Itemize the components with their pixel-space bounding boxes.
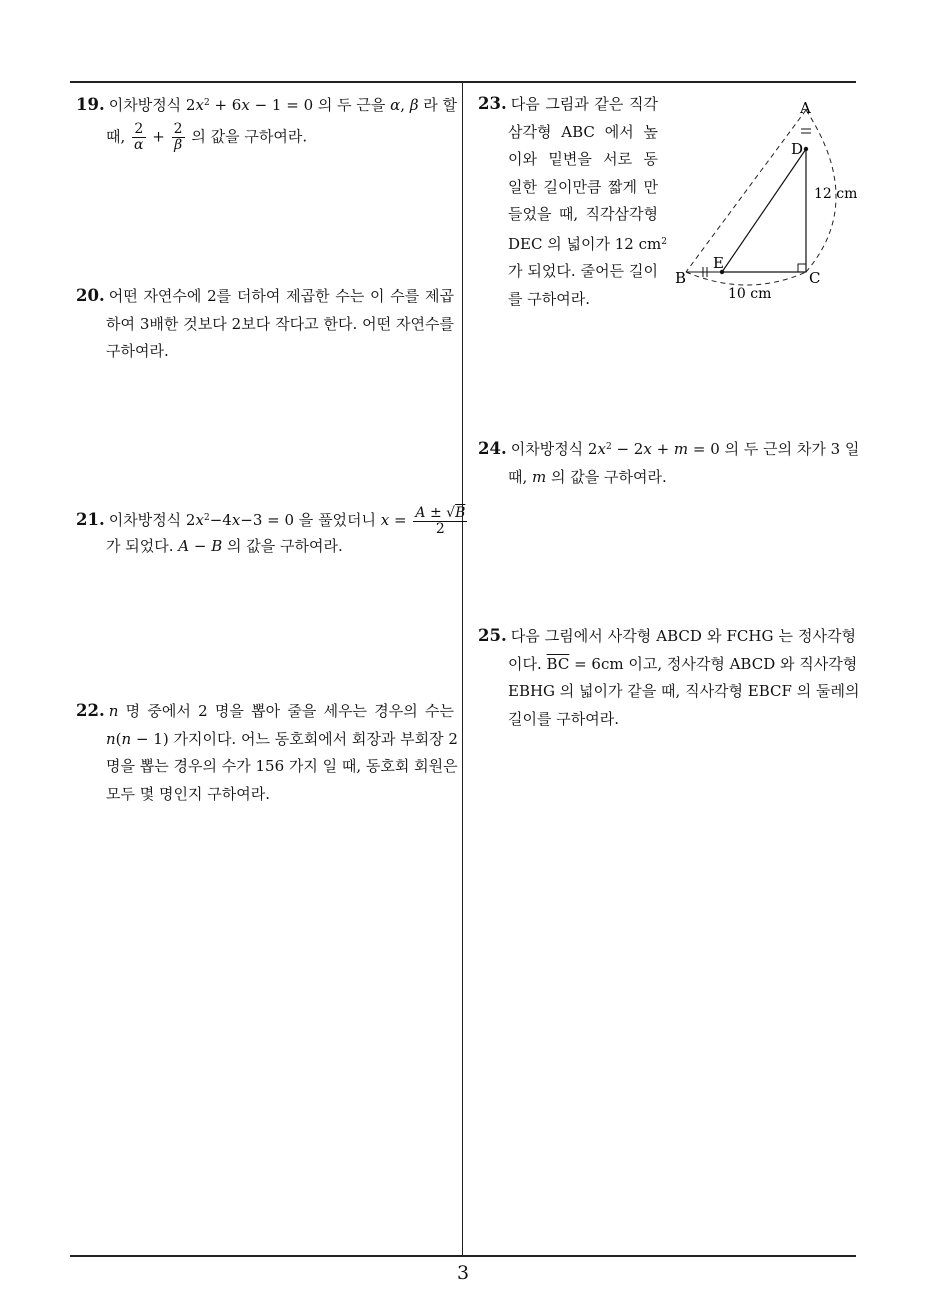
- problem-23-line-3: 이와 밑변을 서로 동: [508, 150, 658, 168]
- problem-21-line-2: 가 되었다. A − B 의 값을 구하여라.: [106, 536, 343, 555]
- problem-number: 19.: [76, 95, 105, 114]
- problem-21-line-1: 21. 이차방정식 $2x^2-4x-3 = 0$ 을 풀었더니 x = $\frac{A \pm √B}{2}$: [76, 504, 466, 537]
- triangle-figure: [668, 92, 860, 306]
- page-number: 3: [456, 1262, 470, 1284]
- label-E: E: [713, 254, 724, 272]
- problem-23-line-4: 일한 길이만큼 짧게 만: [508, 177, 658, 196]
- label-D: D: [791, 140, 804, 158]
- top-rule: [70, 81, 856, 83]
- column-divider: [462, 83, 463, 1256]
- problem-23: [478, 90, 667, 313]
- problem-23-line-6: DEC 의 넓이가 12 $cm^2$: [508, 234, 667, 253]
- problem-23-line-5: 들었을 때, 직각삼각형: [508, 205, 658, 223]
- problem-20: [76, 282, 454, 366]
- problem-25-line-4: 길이를 구하여라.: [508, 709, 619, 728]
- bottom-rule: [70, 1255, 856, 1257]
- problem-23-line-2: 삼각형 ABC 에서 높: [508, 122, 658, 141]
- problem-20-line-3: 구하여라.: [106, 342, 169, 360]
- problem-25: [478, 622, 860, 733]
- problem-23-line-7: 가 되었다. 줄어든 길이: [508, 262, 658, 280]
- problem-24-line-2: 때, m 의 값을 구하여라.: [508, 467, 667, 486]
- dashed-side-AB: [686, 110, 806, 272]
- side-ED: [722, 149, 806, 272]
- problem-20-line-1: 20. 어떤 자연수에 2를 더하여 제곱한 수는 이 수를 제곱: [76, 286, 454, 305]
- label-B: B: [675, 269, 687, 287]
- problem-19-line-1: 19. 이차방정식 $2x^2 + 6x - 1 = 0$ 의 두 근을 α, β 라 할: [76, 95, 458, 114]
- problem-20-line-2: 하여 3배한 것보다 2보다 작다고 한다. 어떤 자연수를: [106, 314, 454, 333]
- problem-24: [478, 434, 860, 491]
- fraction-2-over-beta: $\frac{2}{\beta}$: [173, 120, 183, 153]
- problem-22-line-3: 명을 뽑는 경우의 수가 156 가지 일 때, 동호회 회원은: [106, 757, 458, 775]
- problem-25-line-3: EBHG 의 넓이가 같을 때, 직사각형 EBCF 의 둘레의: [508, 682, 860, 700]
- base-label: 10 cm: [728, 286, 772, 302]
- problem-21: [76, 504, 466, 560]
- problem-22-line-1: 22. n 명 중에서 2 명을 뽑아 줄을 세우는 경우의 수는: [76, 701, 454, 720]
- problem-24-line-1: 24. 이차방정식 $2x^2 - 2x + m = 0$ 의 두 근의 차가 3 일: [478, 439, 860, 458]
- problem-23-line-1: 23. 다음 그림과 같은 직각: [478, 94, 658, 113]
- problem-25-line-2: 이다. $\overline{BC} = 6cm$ 이고, 정사각형 ABCD 와 직사각형: [508, 654, 858, 673]
- problem-19: [76, 90, 458, 153]
- problem-25-line-1: 25. 다음 그림에서 사각형 ABCD 와 FCHG 는 정사각형: [478, 626, 856, 645]
- right-angle-mark: [798, 264, 806, 272]
- fraction-A-pm-sqrtB-over-2: $\frac{A \pm √B}{2}$: [415, 504, 466, 537]
- problem-19-line-2: 때, $\frac{2}{\alpha}$ + $\frac{2}{\beta}$ 의 값을 구하여라.: [106, 120, 308, 153]
- problem-22: [76, 697, 458, 808]
- label-C: C: [809, 269, 821, 287]
- point-D: [804, 147, 808, 151]
- dashed-arc-BC: [686, 272, 806, 285]
- problem-22-line-2: n(n − 1) 가지이다. 어느 동호회에서 회장과 부회장 2: [106, 729, 458, 748]
- problem-23-line-8: 를 구하여라.: [508, 289, 590, 308]
- problem-22-line-4: 모두 몇 명인지 구하여라.: [106, 784, 270, 803]
- height-label: 12 cm: [814, 186, 858, 202]
- fraction-2-over-alpha: $\frac{2}{\alpha}$: [134, 120, 144, 153]
- label-A: A: [800, 99, 811, 117]
